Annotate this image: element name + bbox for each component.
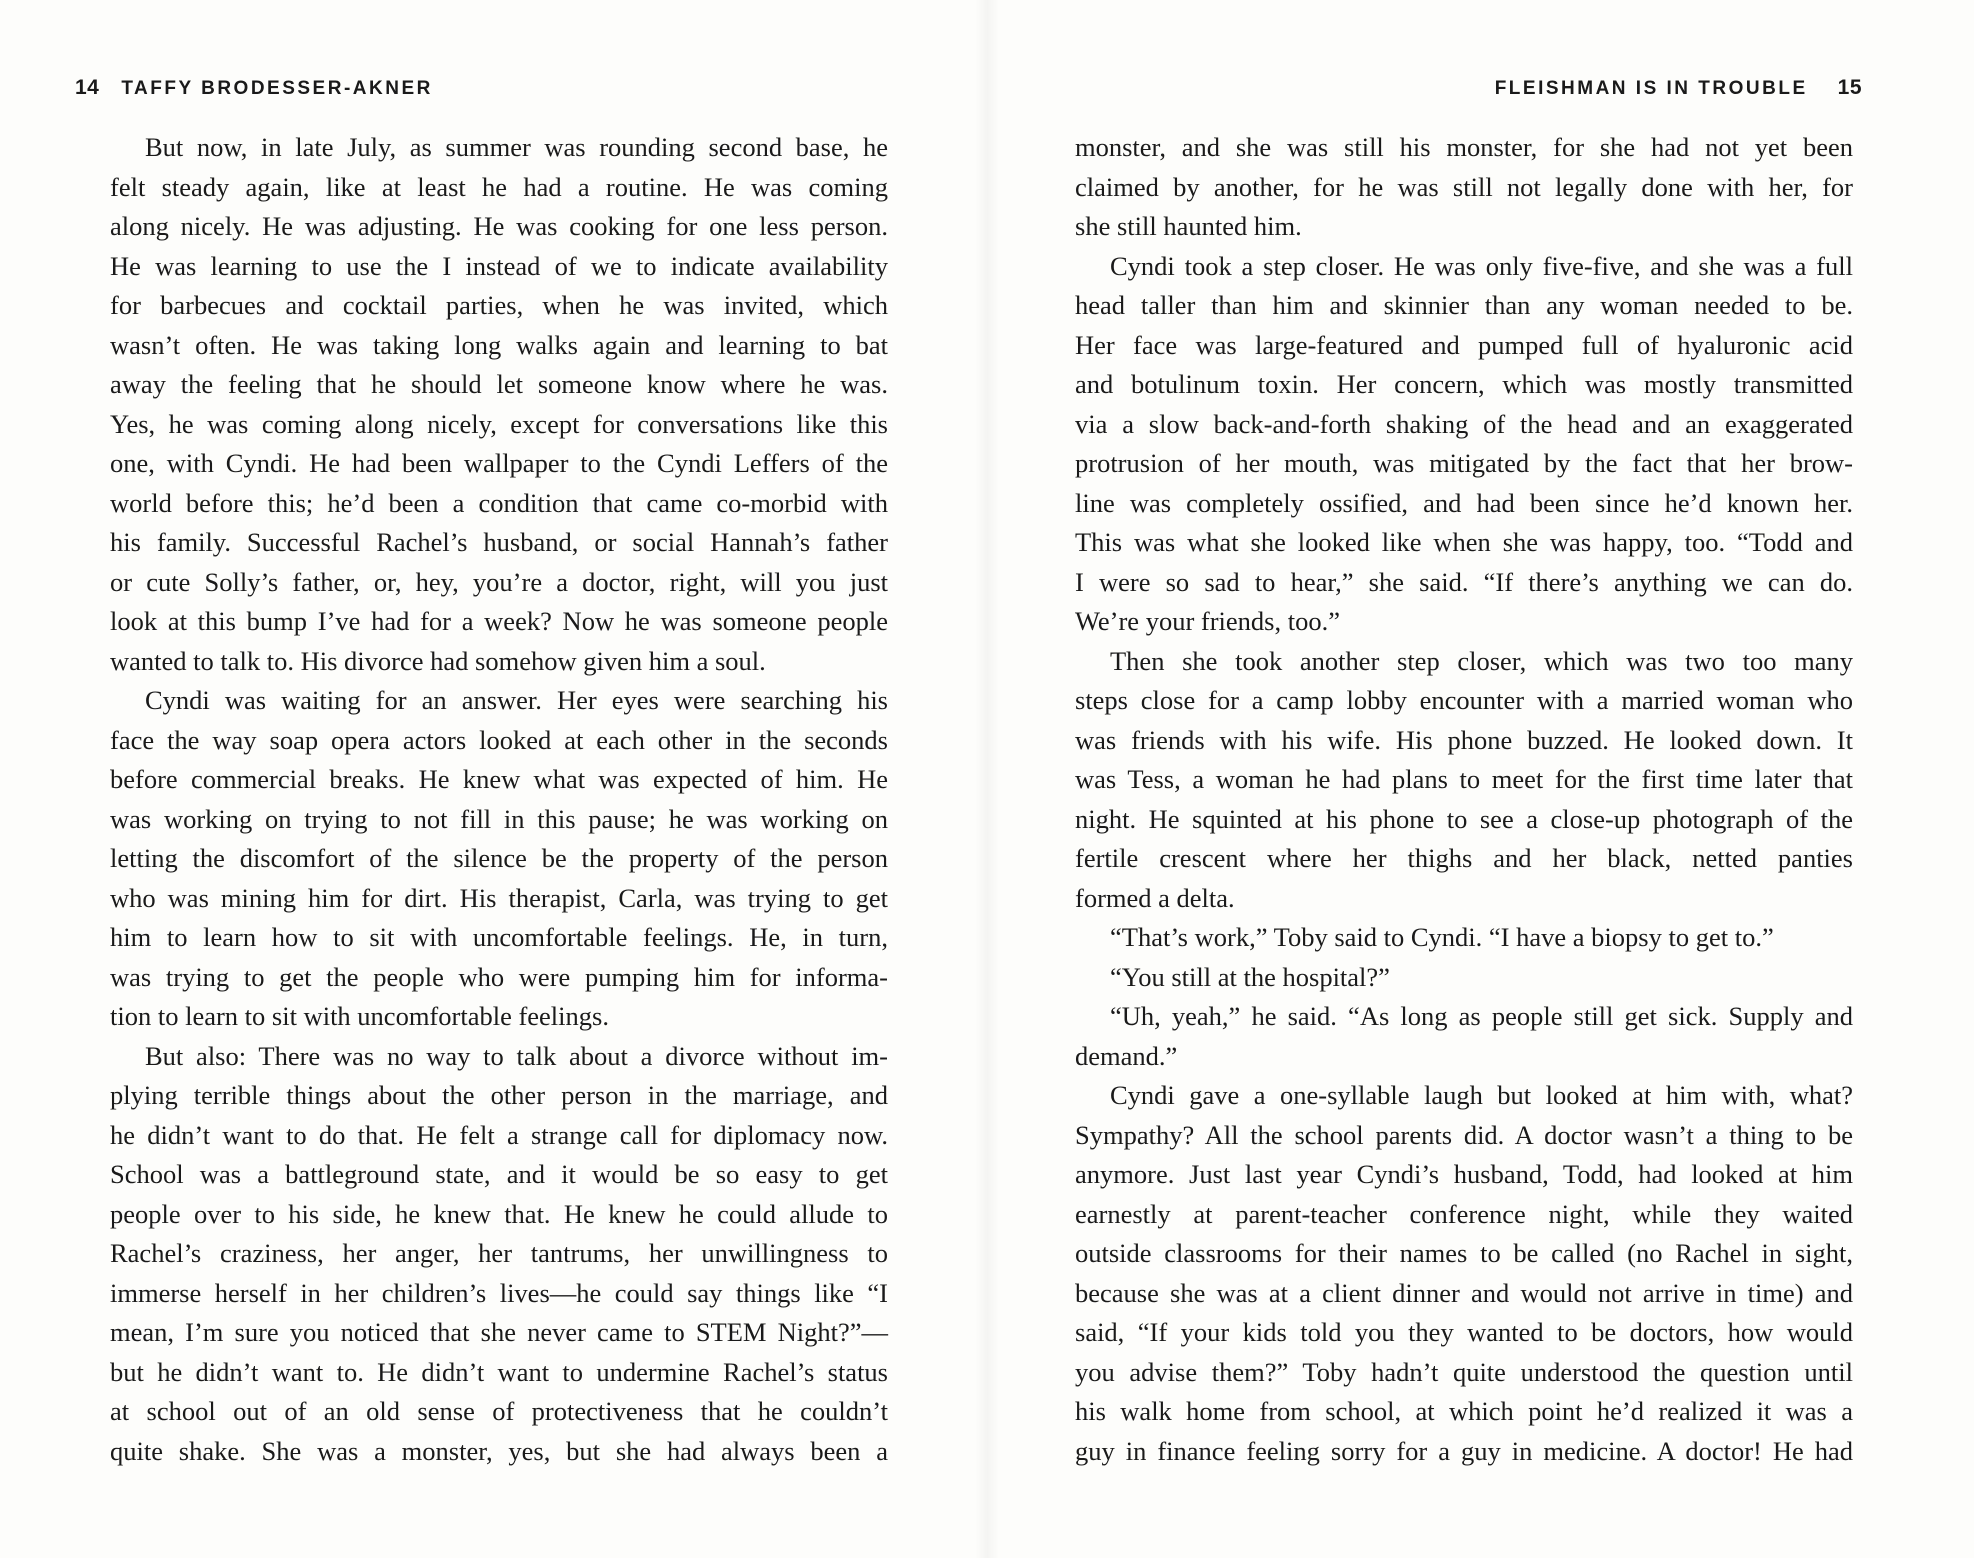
text-line: earnestly at parent-teacher conference night, while they waited (1075, 1198, 1853, 1229)
text-line: look at this bump I’ve had for a week? Now he was someone people (110, 606, 888, 636)
text-line: was working on trying to not fill in this pause; he was working on (110, 803, 888, 834)
text-line: guy in finance feeling sorry for a guy in medicine. A doctor! He had (1075, 1435, 1853, 1466)
text-line: who was mining him for dirt. His therapist, Carla, was trying to get (110, 882, 888, 913)
text-line: This was what she looked like when she was happy, too. “Todd and (1075, 527, 1853, 557)
text-line: was friends with his wife. His phone buzzed. He looked down. It (1075, 724, 1853, 755)
text-line: We’re your friends, too.” (1075, 606, 1340, 636)
text-line: But also: There was no way to talk about a divorce without im- (145, 1040, 888, 1071)
text-line: or cute Solly’s father, or, hey, you’re a doctor, right, will you just (110, 566, 888, 597)
text-line: you advise them?” Toby hadn’t quite understood the question until (1075, 1356, 1853, 1387)
text-line: Cyndi was waiting for an answer. Her eyes were searching his (145, 685, 888, 715)
text-line: along nicely. He was adjusting. He was cooking for one less person. (110, 211, 888, 241)
left-page-number: 14 (75, 76, 100, 99)
text-line: line was completely ossified, and had been since he’d known her. (1075, 487, 1853, 518)
text-line: Yes, he was coming along nicely, except for conversations like this (110, 408, 888, 439)
text-line: before commercial breaks. He knew what was expected of him. He (110, 764, 888, 794)
text-line: head taller than him and skinnier than any woman needed to be. (1075, 290, 1853, 320)
text-line: Rachel’s craziness, her anger, her tantrums, her unwillingness to (110, 1238, 888, 1268)
text-line: mean, I’m sure you noticed that she never came to STEM Night?”— (110, 1317, 888, 1347)
text-line: immerse herself in her children’s lives—he could say things like “I (110, 1277, 888, 1308)
text-line: he didn’t want to do that. He felt a strange call for diplomacy now. (110, 1119, 888, 1150)
text-line: face the way soap opera actors looked at each other in the seconds (110, 724, 888, 755)
text-line: because she was at a client dinner and would not arrive in time) and (1075, 1277, 1853, 1308)
text-line: was trying to get the people who were pumping him for informa- (110, 961, 888, 992)
right-page (987, 0, 1974, 1558)
text-line: quite shake. She was a monster, yes, but she had always been a (110, 1435, 888, 1466)
text-line: He was learning to use the I instead of we to indicate availability (110, 250, 888, 281)
text-line: and botulinum toxin. Her concern, which was mostly transmitted (1075, 369, 1853, 399)
left-running-head (75, 76, 433, 100)
text-line: Cyndi gave a one-syllable laugh but looked at him with, what? (1110, 1080, 1853, 1110)
text-line: via a slow back-and-forth shaking of the head and an exaggerated (1075, 408, 1853, 439)
text-line: claimed by another, for he was still not legally done with her, for (1075, 171, 1853, 202)
text-line: for barbecues and cocktail parties, when he was invited, which (110, 290, 888, 320)
text-line: outside classrooms for their names to be called (no Rachel in sight, (1075, 1238, 1853, 1268)
right-header-title: FLEISHMAN IS IN TROUBLE (1494, 78, 1808, 99)
text-line: protrusion of her mouth, was mitigated by the fact that her brow- (1075, 448, 1853, 478)
text-line: School was a battleground state, and it would be so easy to get (110, 1159, 888, 1189)
left-body-text (110, 128, 888, 1471)
text-line: letting the discomfort of the silence be the property of the person (110, 843, 888, 873)
text-line: but he didn’t want to. He didn’t want to undermine Rachel’s status (110, 1356, 888, 1387)
right-body-text (1075, 128, 1853, 1471)
text-line: him to learn how to sit with uncomfortable feelings. He, in turn, (110, 922, 888, 952)
text-line: formed a delta. (1075, 882, 1235, 913)
text-line: world before this; he’d been a condition that came co-morbid with (110, 487, 888, 518)
text-line: Then she took another step closer, which was two too many (1110, 645, 1853, 676)
text-line: Cyndi took a step closer. He was only five-five, and she was a full (1110, 250, 1853, 281)
text-line: was Tess, a woman he had plans to meet for the first time later that (1075, 764, 1853, 794)
text-line: people over to his side, he knew that. He knew he could allude to (110, 1198, 888, 1229)
text-line: wasn’t often. He was taking long walks again and learning to bat (110, 329, 888, 360)
right-page-number: 15 (1837, 76, 1862, 99)
text-line: his family. Successful Rachel’s husband, or social Hannah’s father (110, 527, 888, 557)
text-line: tion to learn to sit with uncomfortable feelings. (110, 1001, 609, 1031)
text-line: “Uh, yeah,” he said. “As long as people still get sick. Supply and (1110, 1001, 1853, 1031)
text-line: night. He squinted at his phone to see a close-up photograph of the (1075, 803, 1853, 834)
text-line: anymore. Just last year Cyndi’s husband, Todd, had looked at him (1075, 1159, 1853, 1189)
text-line: steps close for a camp lobby encounter with a married woman who (1075, 685, 1853, 715)
text-line: Sympathy? All the school parents did. A doctor wasn’t a thing to be (1075, 1119, 1853, 1150)
text-line: said, “If your kids told you they wanted to be doctors, how would (1075, 1317, 1853, 1347)
text-line: plying terrible things about the other person in the marriage, and (110, 1080, 888, 1110)
text-line: felt steady again, like at least he had a routine. He was coming (110, 171, 888, 202)
text-line: I were so sad to hear,” she said. “If there’s anything we can do. (1075, 566, 1853, 597)
right-running-head (1495, 76, 1862, 100)
text-line: “That’s work,” Toby said to Cyndi. “I have a biopsy to get to.” (1110, 922, 1774, 952)
text-line: away the feeling that he should let someone know where he was. (110, 369, 888, 399)
left-header-author: TAFFY BRODESSER-AKNER (121, 78, 433, 99)
text-line: fertile crescent where her thighs and her black, netted panties (1075, 843, 1853, 873)
text-line: But now, in late July, as summer was rounding second base, he (145, 132, 888, 162)
text-line: his walk home from school, at which point he’d realized it was a (1075, 1396, 1853, 1426)
text-line: wanted to talk to. His divorce had somehow given him a soul. (110, 645, 766, 676)
text-line: she still haunted him. (1075, 211, 1302, 241)
text-line: one, with Cyndi. He had been wallpaper to the Cyndi Leffers of the (110, 448, 888, 478)
text-line: demand.” (1075, 1040, 1178, 1071)
text-line: Her face was large-featured and pumped full of hyaluronic acid (1075, 329, 1853, 360)
text-line: at school out of an old sense of protectiveness that he couldn’t (110, 1396, 888, 1426)
text-line: “You still at the hospital?” (1110, 961, 1390, 992)
text-line: monster, and she was still his monster, for she had not yet been (1075, 132, 1853, 162)
